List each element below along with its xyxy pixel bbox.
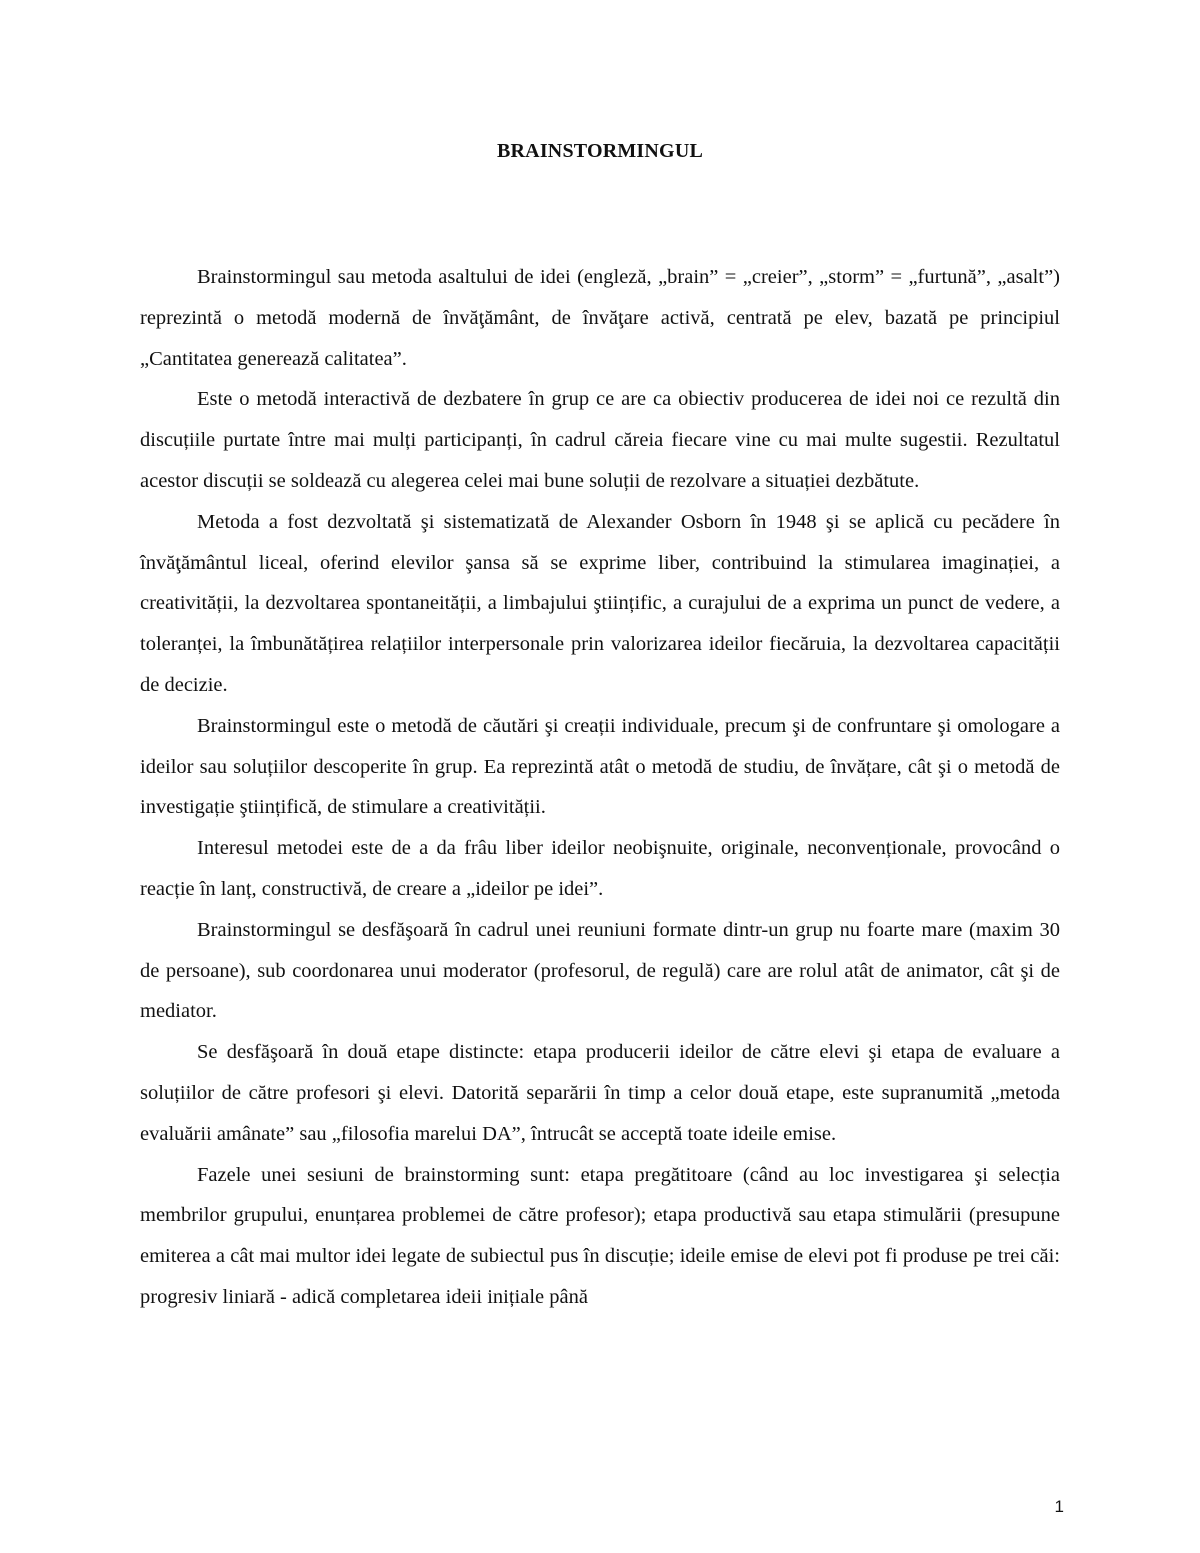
paragraph-6: Brainstormingul se desfăşoară în cadrul unei reuniuni formate dintr-un grup nu foarte mare (maxim 30 de persoane), sub coordonarea unui moderator (profesorul, de regulă) care are rolul atât de animator, cât şi de mediator. bbox=[140, 918, 1060, 1023]
paragraph-2: Este o metodă interactivă de dezbatere în grup ce are ca obiectiv producerea de idei noi ce rezultă din discuțiile purtate între mai mulți participanți, în cadrul căreia fiecare vine cu mai multe sugestii. Rezultatul acestor discuții se soldează cu alegerea celei mai bune soluții de rezolvare a situației dezbătute. bbox=[140, 388, 1060, 492]
paragraph-7: Se desfăşoară în două etape distincte: etapa producerii ideilor de către elevi şi etapa de evaluare a soluțiilor de către profesori şi elevi. Datorită separării în timp a celor două etape, este supranumită „metoda evaluării amânate” sau „filosofia marelui DA”, întrucât se acceptă toate ideile emise. bbox=[140, 1041, 1060, 1145]
paragraph-3: Metoda a fost dezvoltată şi sistematizată de Alexander Osborn în 1948 şi se aplică cu pecădere în învăţământul liceal, oferind elevilor şansa să se exprime liber, contribuind la stimularea imaginației, a creativității, la dezvoltarea spontaneității, a limbajului ştiințific, a curajului de a exprima un punct de vedere, a toleranței, la îmbunătățirea relațiilor interpersonale prin valorizarea ideilor fiecăruia, la dezvoltarea capacității de decizie. bbox=[140, 510, 1060, 696]
paragraph-4: Brainstormingul este o metodă de căutări şi creații individuale, precum şi de confruntare şi omologare a ideilor sau soluțiilor descoperite în grup. Ea reprezintă atât o metodă de studiu, de învățare, cât şi o metodă de investigație ştiințifică, de stimulare a creativității. bbox=[140, 714, 1060, 819]
document-title: BRAINSTORMINGUL bbox=[497, 140, 703, 162]
document-body bbox=[140, 257, 1060, 1318]
paragraph-5: Interesul metodei este de a da frâu liber ideilor neobişnuite, originale, neconvenționale, provocând o reacție în lanț, constructivă, de creare a „ideilor pe idei”. bbox=[140, 837, 1060, 900]
paragraph-1: Brainstormingul sau metoda asaltului de idei (engleză, „brain” = „creier”, „storm” = „furtună”, „asalt”) reprezintă o metodă modernă de învăţământ, de învăţare activă, centrată pe elev, bazată pe principiul „Cantitatea generează calitatea”. bbox=[140, 266, 1060, 370]
paragraph-8: Fazele unei sesiuni de brainstorming sunt: etapa pregătitoare (când au loc investigarea şi selecția membrilor grupului, enunțarea problemei de către profesor); etapa productivă sau etapa stimulării (presupune emiterea a cât mai multor idei legate de subiectul pus în discuție; ideile emise de elevi pot fi produse pe trei căi: progresiv liniară - adică completarea ideii inițiale până bbox=[140, 1163, 1060, 1308]
page-number: 1 bbox=[1054, 1497, 1064, 1516]
